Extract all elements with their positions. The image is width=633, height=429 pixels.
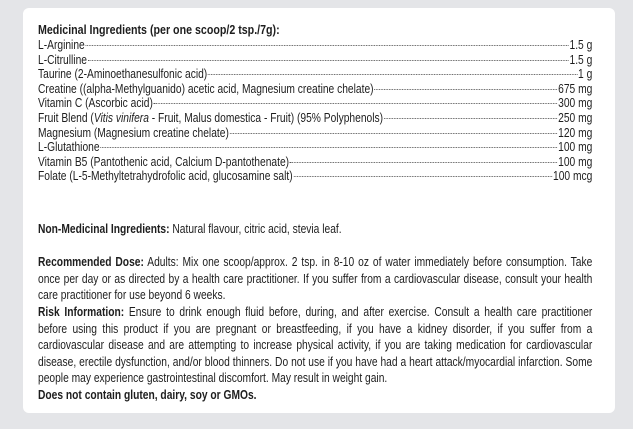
risk-information-text: Ensure to drink enough fluid before, during, and after exercise. Consult a health care practitioner before using this product if you are pregnant or breastfeeding, if you have a kidney disorder, if you suffer from a cardiovascular disease and are attempting to increase physical activity, if you are taking medication for cardiovascular disease, erectile dysfunction, and/or blood thinners. Do not use if you have had a heart attack/myocardial infarction. Some people may experience gastrointestinal discomfort. May result in weight gain. (38, 305, 593, 385)
ingredient-row (38, 126, 592, 140)
dot-leader (290, 162, 557, 163)
dot-leader (100, 147, 557, 148)
risk-information-label: Risk Information: (38, 305, 125, 319)
ingredient-amount: 100 mg (558, 140, 593, 155)
ingredient-amount: 1.5 g (569, 52, 593, 67)
ingredient-row (38, 67, 592, 81)
dot-leader (86, 45, 569, 46)
dot-leader (88, 60, 569, 61)
ingredient-amount: 120 mg (558, 125, 593, 140)
non-medicinal-label: Non-Medicinal Ingredients: (38, 222, 170, 236)
dot-leader (293, 176, 552, 177)
dot-leader (384, 118, 557, 119)
ingredient-row (38, 169, 592, 183)
ingredient-amount: 1 g (578, 67, 593, 82)
ingredient-name: L-Glutathione (38, 140, 100, 155)
allergen-statement: Does not contain gluten, dairy, soy or GMOs. (38, 388, 257, 402)
risk-information (38, 304, 592, 387)
ingredient-name: Vitamin B5 (Pantothenic acid, Calcium D-pantothenate) (38, 154, 290, 169)
ingredient-row (38, 140, 592, 154)
ingredient-name: Creatine ((alpha-Methylguanido) acetic acid, Magnesium creatine chelate) (38, 81, 374, 96)
ingredient-amount: 1.5 g (569, 38, 593, 52)
ingredient-row (38, 53, 592, 67)
dot-leader (374, 89, 557, 90)
ingredient-amount: 100 mcg (552, 169, 593, 184)
dot-leader (208, 74, 577, 75)
ingredient-row (38, 111, 592, 125)
ingredient-amount: 250 mg (558, 111, 593, 125)
ingredient-row (38, 155, 592, 169)
dot-leader (230, 133, 558, 134)
ingredient-row (38, 38, 592, 52)
non-medicinal-text: Natural flavour, citric acid, stevia leaf. (169, 222, 342, 236)
ingredient-amount: 100 mg (558, 154, 593, 169)
product-label-card (23, 8, 615, 413)
medicinal-ingredients-heading: Medicinal Ingredients (per one scoop/2 tsp./7g): (38, 22, 280, 37)
dot-leader (154, 103, 558, 104)
recommended-dose-label: Recommended Dose: (38, 255, 144, 269)
ingredient-name: L-Arginine (38, 38, 85, 52)
non-medicinal-ingredients (38, 222, 592, 236)
ingredient-name: Magnesium (Magnesium creatine chelate) (38, 125, 229, 140)
recommended-dose (38, 254, 592, 304)
latin-name: Vitis vinifera (93, 111, 149, 125)
ingredient-name: Vitamin C (Ascorbic acid) (38, 96, 153, 111)
ingredient-row (38, 82, 592, 96)
ingredient-name: Fruit Blend (Vitis vinifera - Fruit, Malus domestica - Fruit) (95% Polyphenols) (38, 111, 384, 125)
ingredient-amount: 300 mg (558, 96, 593, 111)
ingredient-amount: 675 mg (558, 81, 593, 96)
ingredient-name: Taurine (2-Aminoethanesulfonic acid) (38, 67, 208, 82)
ingredient-row (38, 96, 592, 110)
ingredient-name: L-Citrulline (38, 52, 87, 67)
ingredient-name: Folate (L-5-Methyltetrahydrofolic acid, glucosamine salt) (38, 169, 293, 184)
recommended-dose-text: Adults: Mix one scoop/approx. 2 tsp. in 8-10 oz of water immediately before consumption. Take once per day or as directed by a health care practitioner. If you suffer from a cardiovascular disease, consult your health care practitioner for use beyond 6 weeks. (38, 255, 593, 302)
